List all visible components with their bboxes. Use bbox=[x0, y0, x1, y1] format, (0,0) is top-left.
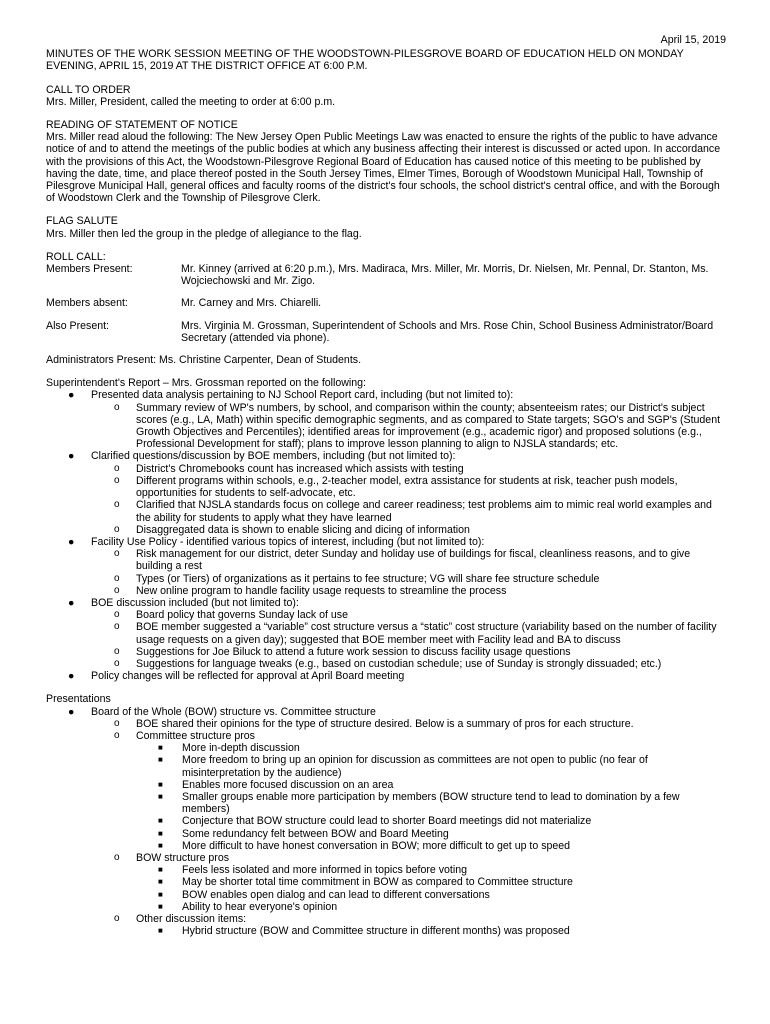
list-item bbox=[136, 840, 726, 852]
members-absent-row bbox=[46, 297, 726, 309]
list-item-text: May be shorter total time commitment in BOW as compared to Committee structure bbox=[182, 876, 573, 889]
superintendent-report-section bbox=[46, 377, 726, 682]
bullet-icon: ● bbox=[68, 670, 75, 683]
hollow-bullet-icon: o bbox=[114, 548, 120, 560]
list-item-text: More difficult to have honest conversation in BOW; more difficult to get up to speed bbox=[182, 839, 571, 852]
list-item bbox=[136, 864, 726, 876]
list-item bbox=[46, 706, 726, 938]
list-item-text: Feels less isolated and more informed in topics before voting bbox=[182, 864, 468, 877]
sub-list bbox=[91, 463, 726, 536]
list-item bbox=[91, 585, 726, 597]
meeting-date: April 15, 2019 bbox=[660, 34, 726, 46]
sub-list bbox=[91, 548, 726, 597]
list-item-text: Facility Use Policy - identified various topics of interest, including (but not limited to): bbox=[91, 535, 485, 548]
call-to-order-section bbox=[46, 84, 726, 108]
list-item bbox=[91, 852, 726, 913]
hollow-bullet-icon: o bbox=[114, 717, 120, 729]
hollow-bullet-icon: o bbox=[114, 523, 120, 535]
committee-pros-heading: Committee structure pros bbox=[136, 729, 255, 742]
list-item bbox=[136, 742, 726, 754]
list-item-text: Enables more focused discussion on an area bbox=[182, 778, 394, 791]
list-item bbox=[136, 815, 726, 827]
hollow-bullet-icon: o bbox=[114, 584, 120, 596]
square-bullet-icon: ■ bbox=[158, 877, 163, 887]
list-item-text: BOE discussion included (but not limited to): bbox=[91, 596, 299, 609]
list-item bbox=[91, 475, 726, 499]
list-item bbox=[91, 573, 726, 585]
superintendent-report-list bbox=[46, 389, 726, 682]
presentation-item-text: Board of the Whole (BOW) structure vs. Committee structure bbox=[91, 705, 376, 718]
roll-call-section bbox=[46, 251, 726, 366]
notice-heading: READING OF STATEMENT OF NOTICE bbox=[46, 119, 238, 132]
hollow-bullet-icon: o bbox=[114, 851, 120, 863]
list-item bbox=[46, 536, 726, 597]
list-item bbox=[91, 646, 726, 658]
list-item-text: BOW enables open dialog and can lead to different conversations bbox=[182, 888, 490, 901]
committee-pros-list bbox=[136, 742, 726, 852]
list-item-text: Types (or Tiers) of organizations as it pertains to fee structure; VG will share fee structure schedule bbox=[136, 572, 600, 585]
bullet-icon: ● bbox=[68, 596, 75, 609]
list-item bbox=[46, 450, 726, 535]
square-bullet-icon: ■ bbox=[158, 889, 163, 899]
notice-section bbox=[46, 119, 726, 204]
list-item bbox=[46, 597, 726, 670]
list-item-text: District's Chromebooks count has increased which assists with testing bbox=[136, 462, 464, 475]
list-item-text: Smaller groups enable more participation by members (BOW structure tend to lead to domination by a few members) bbox=[182, 790, 680, 816]
list-item-text: Presented data analysis pertaining to NJ School Report card, including (but not limited to): bbox=[91, 389, 514, 402]
list-item bbox=[46, 389, 726, 450]
list-item bbox=[91, 524, 726, 536]
hollow-bullet-icon: o bbox=[114, 474, 120, 486]
also-present-row bbox=[46, 320, 726, 344]
list-item bbox=[91, 402, 726, 451]
hollow-bullet-icon: o bbox=[114, 913, 120, 924]
hollow-bullet-icon: o bbox=[114, 462, 120, 474]
members-present-label: Members Present: bbox=[46, 263, 133, 276]
minutes-page bbox=[46, 34, 726, 937]
presentations-list bbox=[46, 706, 726, 938]
other-items-list bbox=[136, 925, 726, 937]
flag-salute-text: Mrs. Miller then led the group in the pledge of allegiance to the flag. bbox=[46, 227, 362, 240]
other-items-heading: Other discussion items: bbox=[136, 913, 247, 925]
sub-list bbox=[91, 402, 726, 451]
bullet-icon: ● bbox=[68, 705, 75, 718]
hollow-bullet-icon: o bbox=[114, 572, 120, 584]
list-item bbox=[91, 499, 726, 523]
list-item-text: Conjecture that BOW structure could lead to shorter Board meetings did not materialize bbox=[182, 815, 592, 828]
square-bullet-icon: ■ bbox=[158, 816, 163, 826]
list-item-text: Some redundancy felt between BOW and Board Meeting bbox=[182, 827, 449, 840]
list-item-text: Summary review of WP's numbers, by school, and comparison within the county; absenteeism rates; our District's subject scores (e.g., LA, Math) within specific demographic segments, and as compared to State targets; SGO's and SGP's (Student Growth Objectives and Percentiles); identified areas for improvement (e.g., academic rigor) and proposed solutions (e.g., Professional Development for staff); plans to improve lesson planning to align to NJSLA standards; etc. bbox=[136, 401, 721, 451]
bullet-icon: ● bbox=[68, 389, 75, 402]
hollow-bullet-icon: o bbox=[114, 657, 120, 669]
list-item bbox=[91, 463, 726, 475]
members-absent-value: Mr. Carney and Mrs. Chiarelli. bbox=[181, 297, 322, 310]
list-item bbox=[91, 730, 726, 852]
list-item bbox=[91, 913, 726, 937]
members-absent-label: Members absent: bbox=[46, 297, 128, 310]
bullet-icon: ● bbox=[68, 535, 75, 548]
bow-pros-heading: BOW structure pros bbox=[136, 851, 230, 864]
bullet-icon: ● bbox=[68, 450, 75, 463]
list-item-text: Different programs within schools, e.g., 2-teacher model, extra assistance for students at risk, teacher push models, opportunities for students to self-advocate, etc. bbox=[136, 474, 678, 500]
list-item-text: Ability to hear everyone's opinion bbox=[182, 900, 338, 913]
administrators-present: Administrators Present: Ms. Christine Carpenter, Dean of Students. bbox=[46, 354, 362, 367]
square-bullet-icon: ■ bbox=[158, 840, 163, 850]
members-present-value: Mr. Kinney (arrived at 6:20 p.m.), Mrs. Madiraca, Mrs. Miller, Mr. Morris, Dr. Nielsen, Mr. Pennal, Dr. Stanton, Ms. Wojciechowski and Mr. Zigo. bbox=[181, 263, 709, 288]
square-bullet-icon: ■ bbox=[158, 926, 163, 936]
flag-salute-section bbox=[46, 215, 726, 239]
list-item-text: More freedom to bring up an opinion for discussion as committees are not open to public (no fear of misinterpretation by the audience) bbox=[182, 754, 648, 779]
notice-text: Mrs. Miller read aloud the following: The New Jersey Open Public Meetings Law was enacted to ensure the rights of the public to have advance notice of and to attend the meetings of the public bodies at which any business affecting their interest is discussed or acted upon. In accordance with the provisions of this Act, the Woodstown-Pilesgrove Regional Board of Education has caused notice of this meeting to be published by having the date, time, and place thereof posted in the South Jersey Times, Elmer Times, Borough of Woodstown Municipal Hall, Township of Pilesgrove Municipal Hall, general offices and faculty rooms of the district's four schools, the school district's central office, and with the Borough of Woodstown Clerk and the Township of Pilesgrove Clerk. bbox=[46, 131, 721, 205]
hollow-bullet-icon: o bbox=[114, 499, 120, 511]
list-item-text: Board policy that governs Sunday lack of use bbox=[136, 609, 348, 622]
list-item-text: Policy changes will be reflected for approval at April Board meeting bbox=[91, 670, 405, 683]
call-to-order-text: Mrs. Miller, President, called the meeting to order at 6:00 p.m. bbox=[46, 95, 336, 108]
square-bullet-icon: ■ bbox=[158, 791, 163, 801]
call-to-order-heading: CALL TO ORDER bbox=[46, 83, 131, 96]
square-bullet-icon: ■ bbox=[158, 865, 163, 875]
square-bullet-icon: ■ bbox=[158, 779, 163, 789]
list-item bbox=[91, 621, 726, 645]
flag-salute-heading: FLAG SALUTE bbox=[46, 215, 118, 228]
square-bullet-icon: ■ bbox=[158, 901, 163, 911]
list-item bbox=[91, 609, 726, 621]
document-title: MINUTES OF THE WORK SESSION MEETING OF THE WOODSTOWN-PILESGROVE BOARD OF EDUCATION HELD ON MONDAY EVENING, APRIL 15, 2019 AT THE DISTRICT OFFICE AT 6:00 P.M. bbox=[46, 48, 684, 73]
hollow-bullet-icon: o bbox=[114, 609, 120, 621]
square-bullet-icon: ■ bbox=[158, 743, 163, 753]
list-item-text: More in-depth discussion bbox=[182, 742, 300, 755]
list-item-text: Clarified questions/discussion by BOE members, including (but not limited to): bbox=[91, 450, 456, 463]
members-present-row bbox=[46, 263, 726, 287]
list-item-text: New online program to handle facility usage requests to streamline the process bbox=[136, 584, 507, 597]
list-item bbox=[136, 925, 726, 937]
list-item bbox=[91, 548, 726, 572]
presentations-heading: Presentations bbox=[46, 693, 111, 706]
square-bullet-icon: ■ bbox=[158, 828, 163, 838]
also-present-value: Mrs. Virginia M. Grossman, Superintendent of Schools and Mrs. Rose Chin, School Business Administrator/Board Secretary (attended via phone). bbox=[181, 319, 714, 344]
list-item-text: Suggestions for Joe Biluck to attend a future work session to discuss facility usage questions bbox=[136, 645, 571, 658]
superintendent-report-heading: Superintendent's Report – Mrs. Grossman reported on the following: bbox=[46, 377, 367, 390]
list-item bbox=[136, 876, 726, 888]
list-item-text: BOE member suggested a “variable” cost structure versus a “static” cost structure (variability based on the number of facility usage requests on a given day); suggested that BOE member meet with Facility lead and BA to discuss bbox=[136, 621, 717, 646]
list-item bbox=[136, 754, 726, 778]
hollow-bullet-icon: o bbox=[114, 621, 120, 633]
sub-list bbox=[91, 609, 726, 670]
list-item bbox=[136, 901, 726, 913]
list-item bbox=[136, 889, 726, 901]
also-present-label: Also Present: bbox=[46, 319, 110, 332]
hollow-bullet-icon: o bbox=[114, 401, 120, 413]
list-item-text: Risk management for our district, deter Sunday and holiday use of buildings for fiscal, cleanliness reasons, and to give building a rest bbox=[136, 548, 691, 573]
bow-pros-list bbox=[136, 864, 726, 913]
list-item bbox=[136, 828, 726, 840]
presentation-sublist bbox=[91, 718, 726, 938]
list-item-text: Disaggregated data is shown to enable slicing and dicing of information bbox=[136, 523, 470, 536]
list-item bbox=[46, 670, 726, 682]
summary-text: BOE shared their opinions for the type of structure desired. Below is a summary of pros for each structure. bbox=[136, 717, 634, 730]
list-item bbox=[136, 791, 726, 815]
hollow-bullet-icon: o bbox=[114, 645, 120, 657]
square-bullet-icon: ■ bbox=[158, 755, 163, 765]
presentations-section bbox=[46, 693, 726, 937]
list-item-text: Suggestions for language tweaks (e.g., based on custodian schedule; use of Sunday is strongly dissuaded; etc.) bbox=[136, 657, 662, 670]
roll-call-heading: ROLL CALL: bbox=[46, 250, 106, 263]
list-item bbox=[136, 779, 726, 791]
list-item bbox=[91, 658, 726, 670]
list-item-text: Hybrid structure (BOW and Committee structure in different months) was proposed bbox=[182, 925, 570, 938]
hollow-bullet-icon: o bbox=[114, 729, 120, 741]
list-item bbox=[91, 718, 726, 730]
list-item-text: Clarified that NJSLA standards focus on college and career readiness; test problems aim to mimic real world examples and the ability for students to apply what they have learned bbox=[136, 499, 712, 524]
